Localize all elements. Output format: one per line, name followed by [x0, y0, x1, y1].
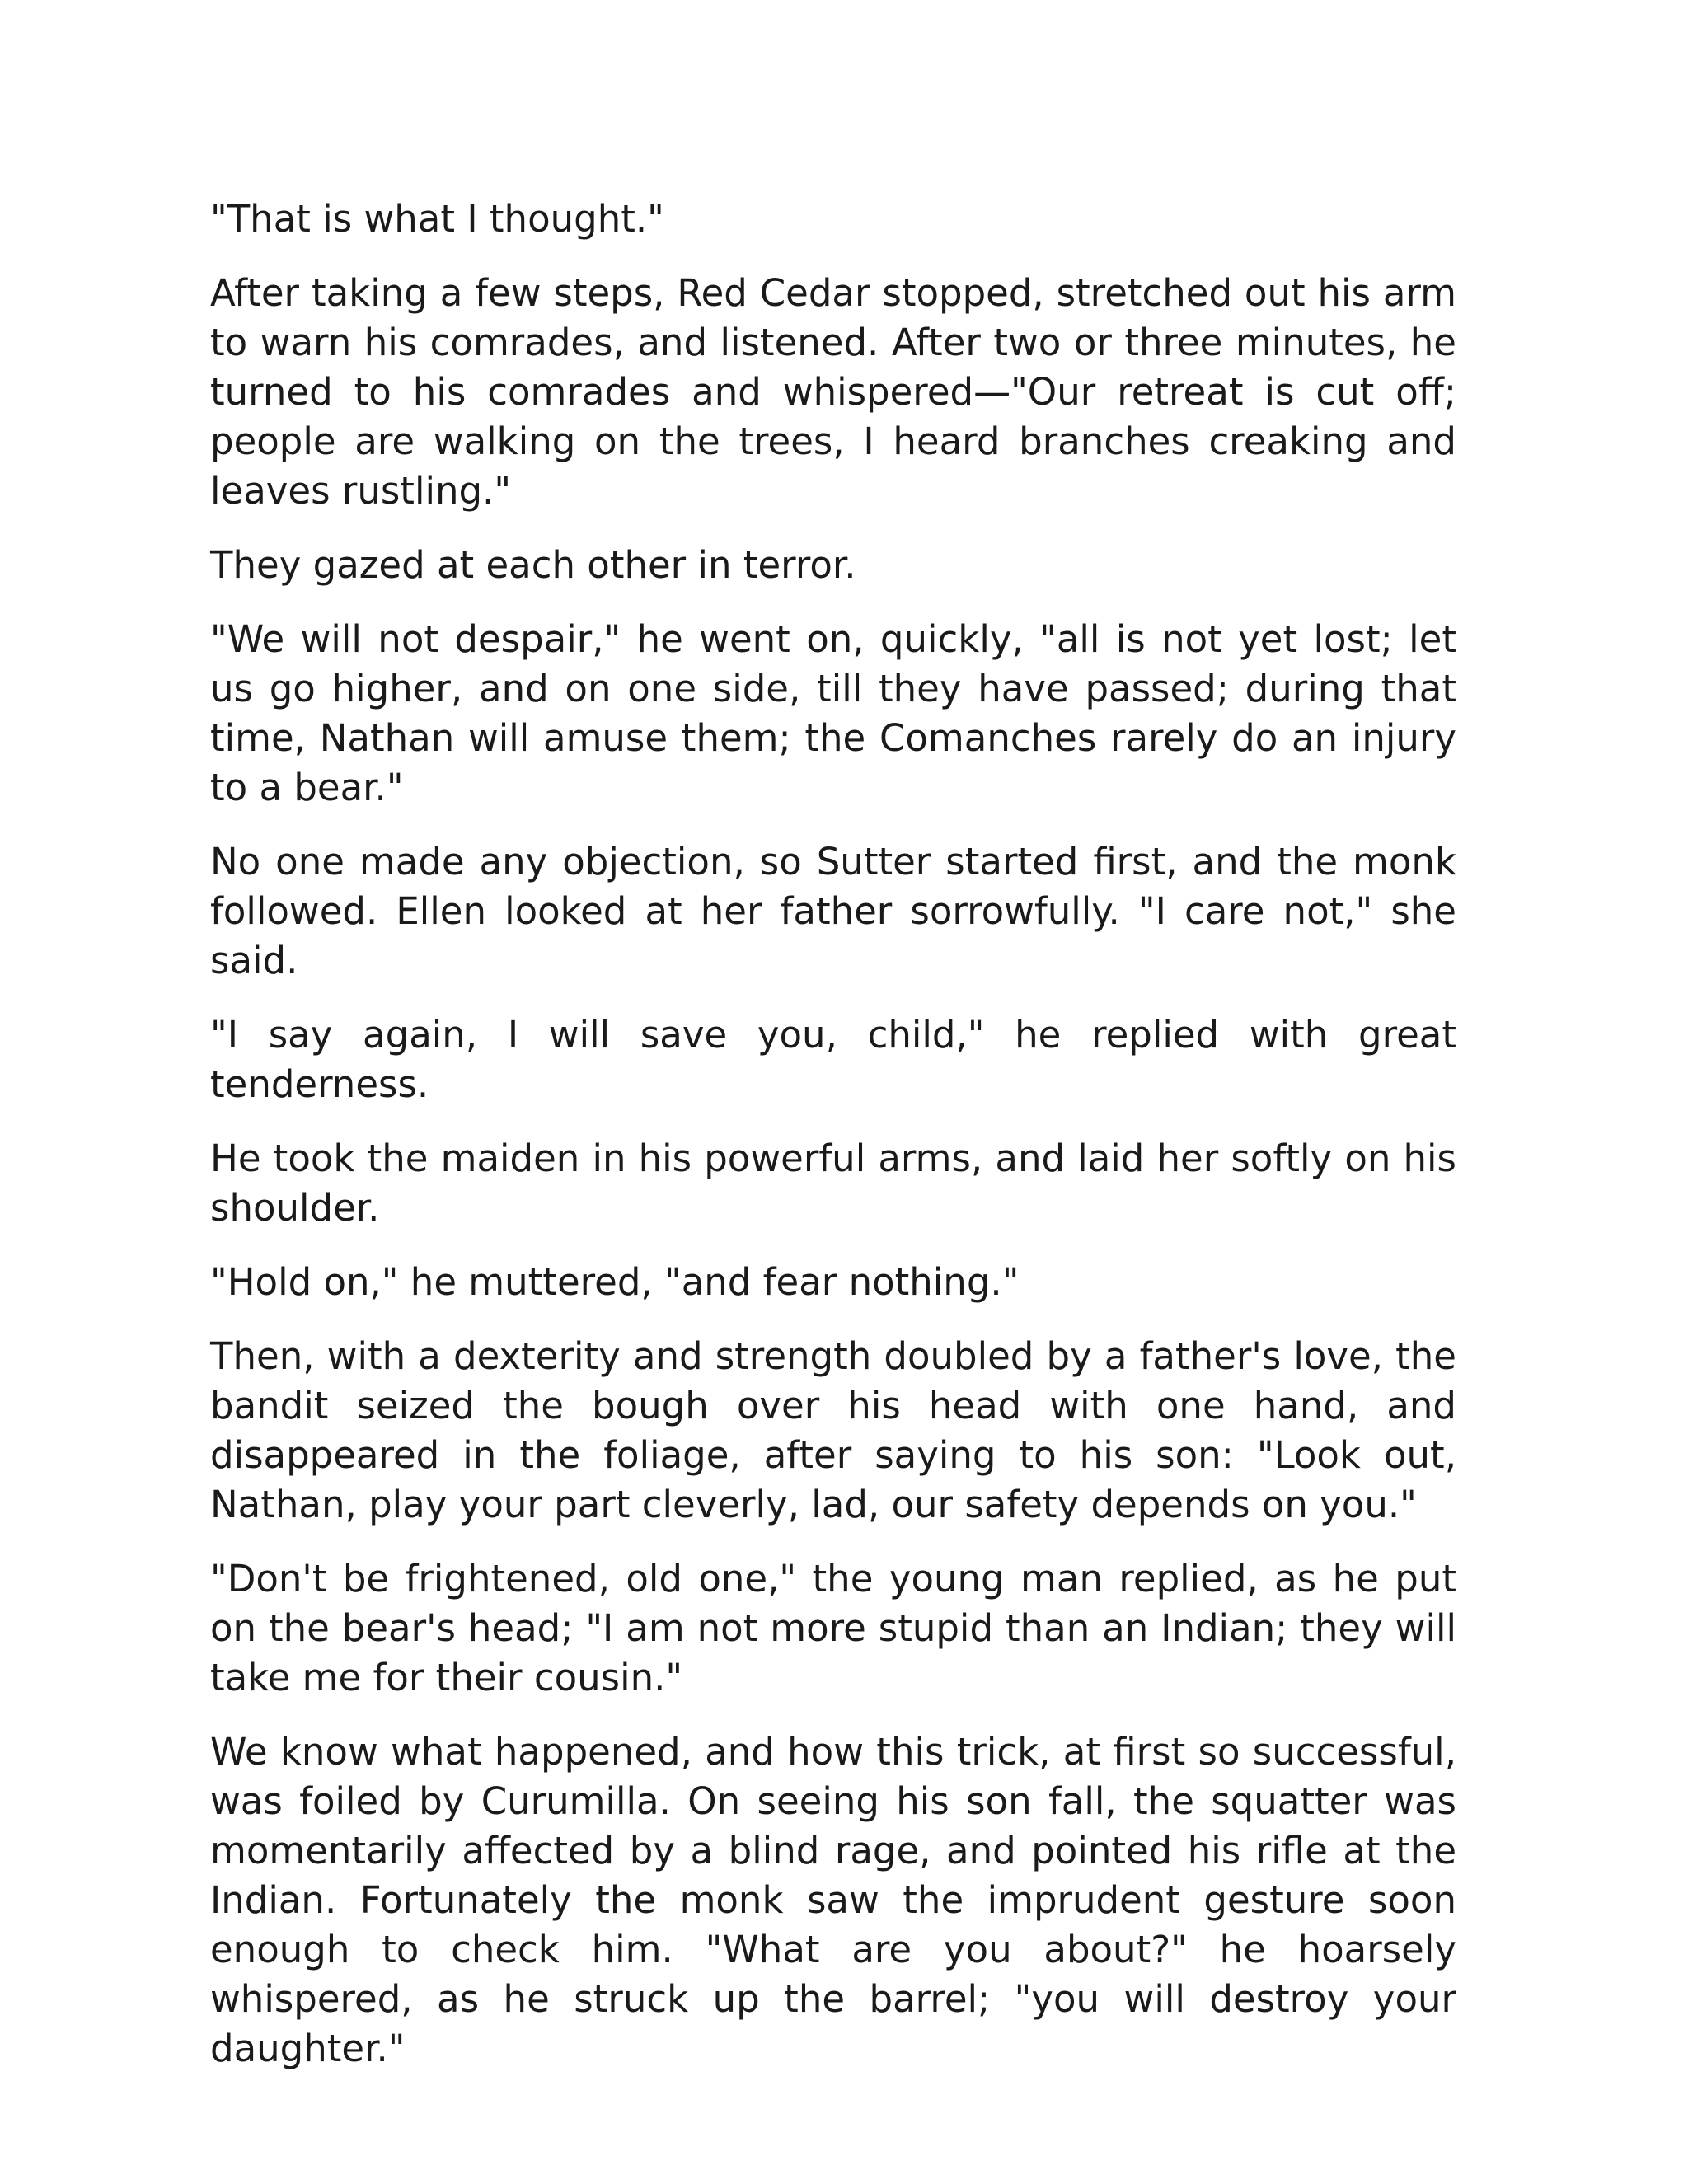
paragraph: After taking a few steps, Red Cedar stopped, stretched out his arm to warn his comrades, and listened. After two or three minutes, he turned to his comrades and whispered—"Our retreat is cut off; people are walking on the trees, I heard branches creaking and leaves rustling.": [210, 271, 1456, 513]
paragraph: "That is what I thought.": [210, 197, 664, 241]
paragraph: No one made any objection, so Sutter started first, and the monk followed. Ellen looked at her father sorrowfully. "I care not," she said.: [210, 840, 1456, 982]
paragraph: Then, with a dexterity and strength doubled by a father's love, the bandit seized the bough over his head with one hand, and disappeared in the foliage, after saying to his son: "Look out, Nathan, play your part cleverly, lad, our safety depends on you.": [210, 1334, 1456, 1526]
page-body: [210, 194, 1456, 2098]
paragraph: They gazed at each other in terror.: [210, 543, 856, 587]
paragraph: We know what happened, and how this trick, at first so successful, was foiled by Curumilla. On seeing his son fall, the squatter was momentarily affected by a blind rage, and pointed his rifle at the Indian. Fortunately the monk saw the imprudent gesture soon enough to check him. "What are you about?" he hoarsely whispered, as he struck up the barrel; "you will destroy your daughter.": [210, 1730, 1456, 2070]
paragraph: "Don't be frightened, old one," the young man replied, as he put on the bear's head; "I am not more stupid than an Indian; they will take me for their cousin.": [210, 1557, 1456, 1699]
paragraph: "We will not despair," he went on, quickly, "all is not yet lost; let us go higher, and on one side, till they have passed; during that time, Nathan will amuse them; the Comanches rarely do an injury to a bear.": [210, 617, 1456, 809]
paragraph: "I say again, I will save you, child," he replied with great tenderness.: [210, 1013, 1456, 1106]
paragraph: He took the maiden in his powerful arms, and laid her softly on his shoulder.: [210, 1137, 1456, 1230]
paragraph: "Hold on," he muttered, "and fear nothing.": [210, 1260, 1020, 1304]
